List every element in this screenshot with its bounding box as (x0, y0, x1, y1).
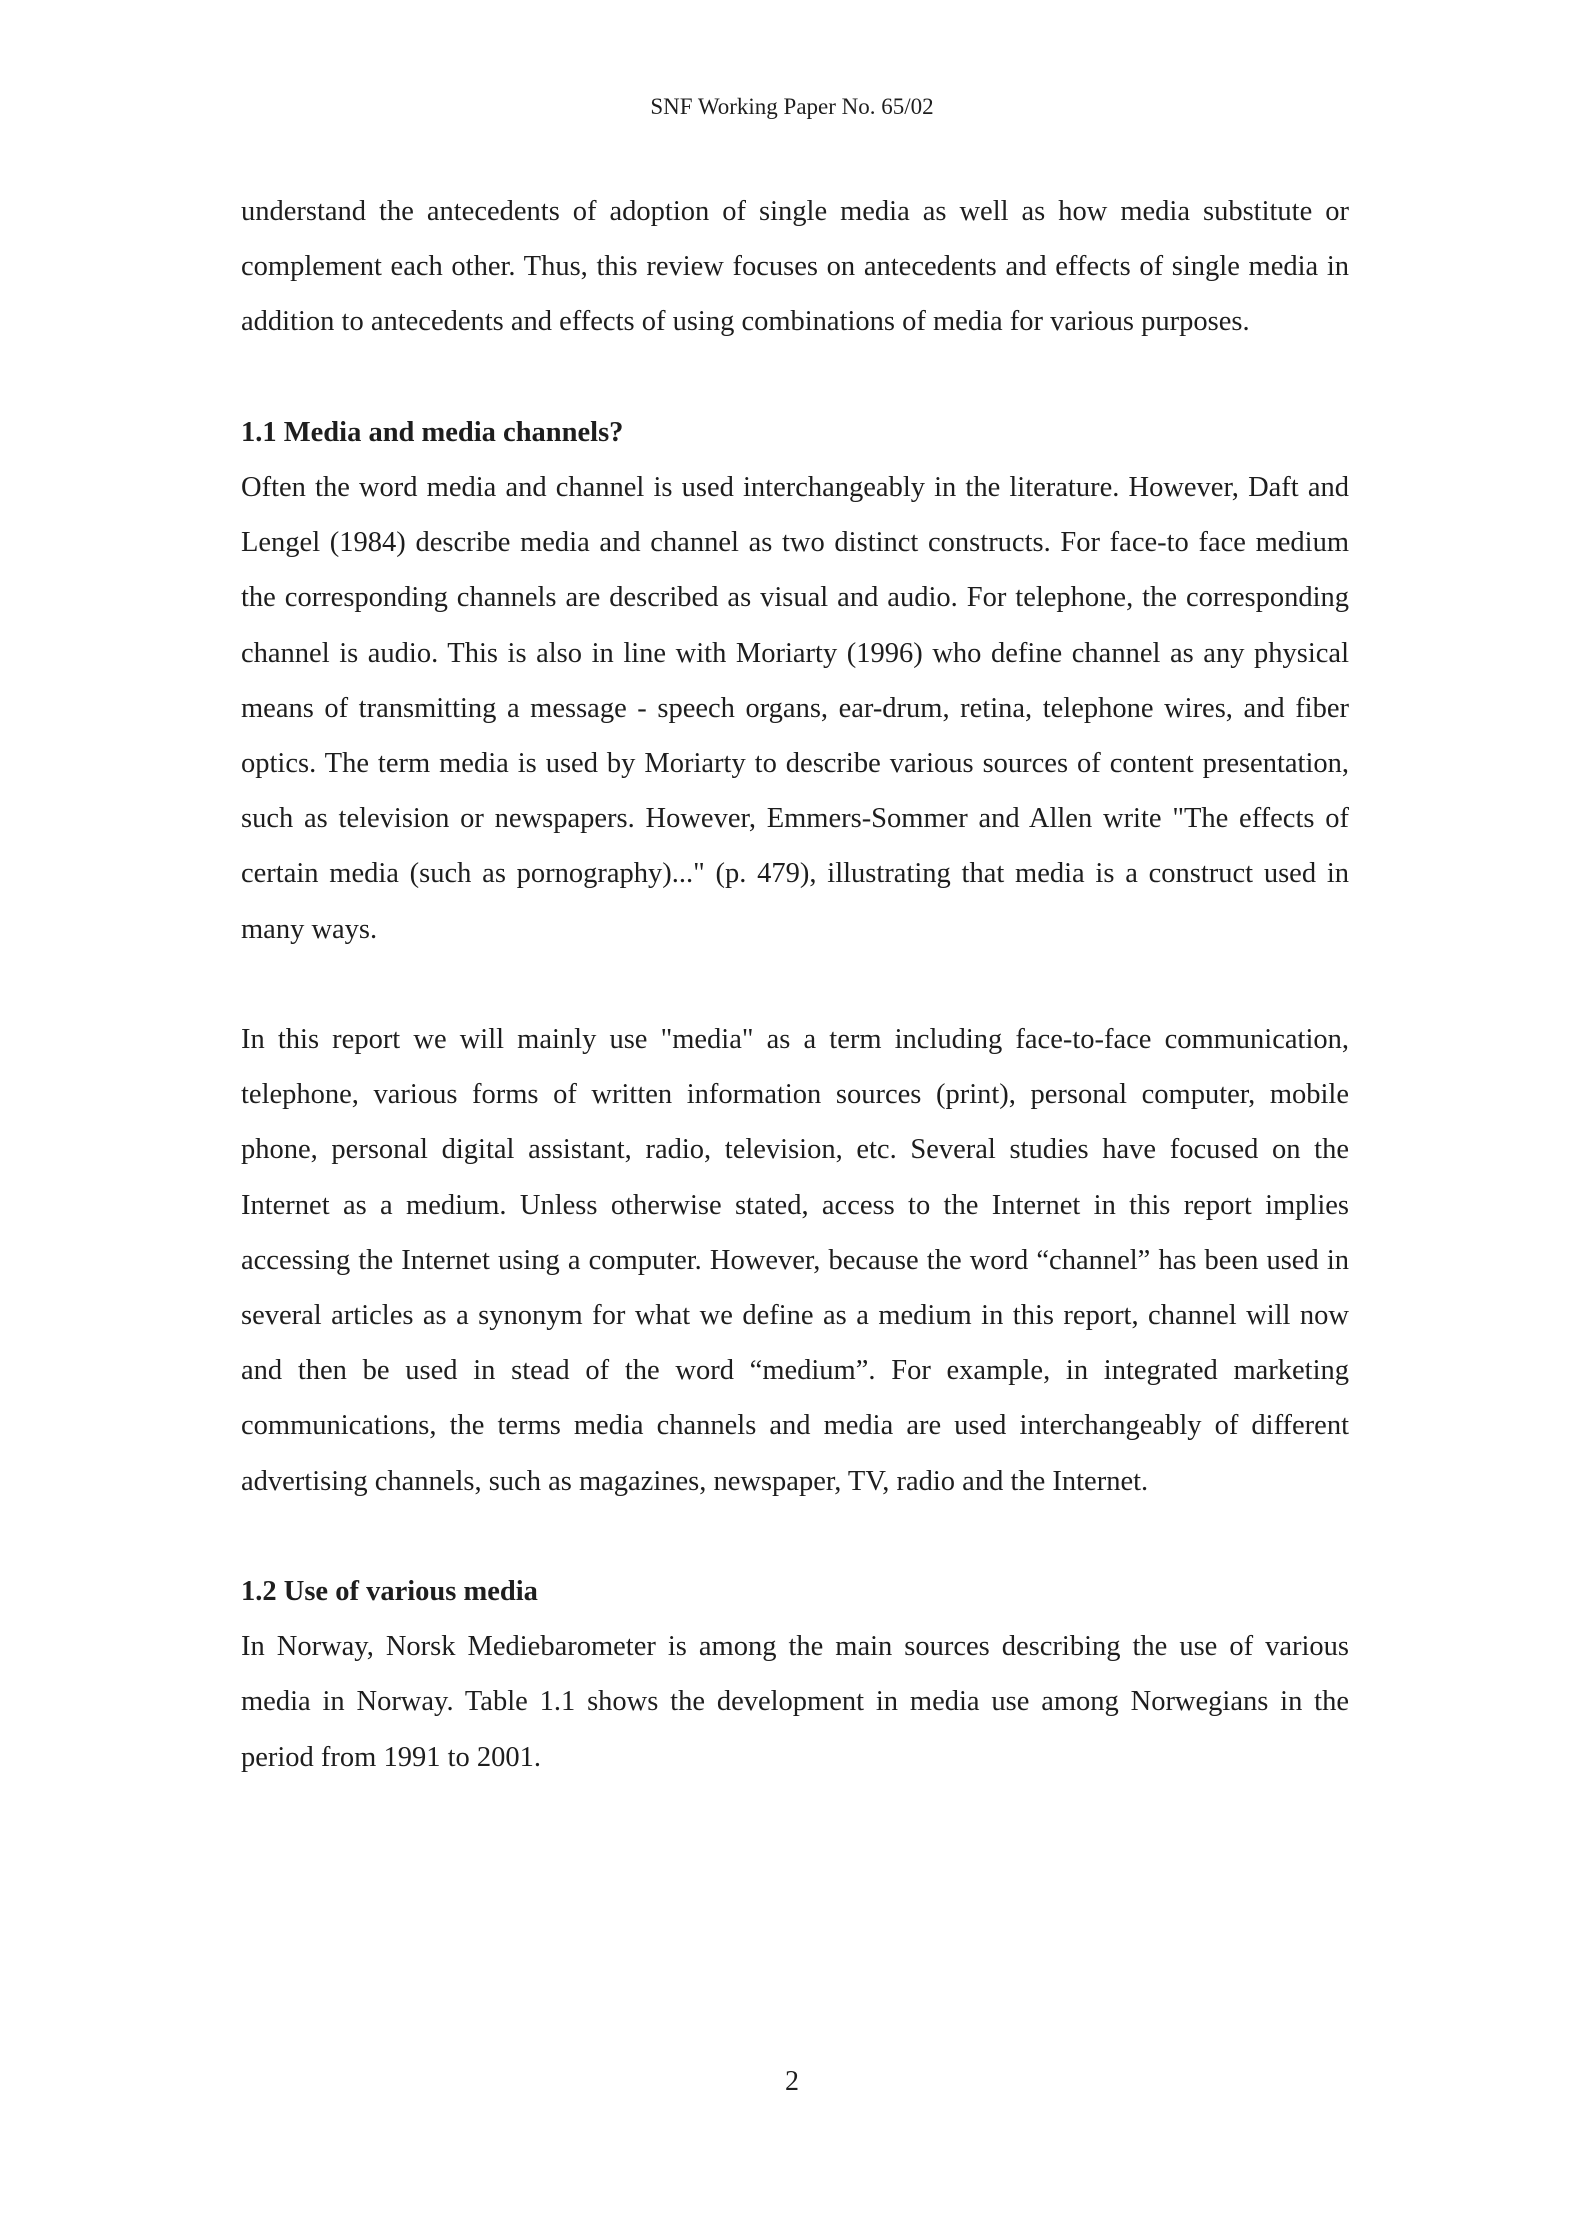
paragraph-spacer (241, 1509, 1349, 1564)
section-1-2-paragraph-1: In Norway, Norsk Mediebarometer is among the main sources describing the use of various media in Norway. Table 1.1 shows the development in media use among Norwegians in the period from 1991 to 2001. (241, 1631, 1349, 1773)
running-header: SNF Working Paper No. 65/02 (650, 94, 934, 119)
section-1-1-paragraph-2: In this report we will mainly use "media" as a term including face-to-face communication, telephone, various forms of written information sources (print), personal computer, mobile phone, personal digital assistant, radio, television, etc. Several studies have focused on the Internet as a medium. Unless otherwise stated, access to the Internet in this report implies accessing the Internet using a computer. However, because the word “channel” has been used in several articles as a synonym for what we define as a medium in this report, channel will now and then be used in stead of the word “medium”. For example, in integrated marketing communications, the terms media channels and media are used interchangeably of different advertising channels, such as magazines, newspaper, TV, radio and the Internet. (241, 1024, 1349, 1497)
page-content (241, 184, 1349, 1785)
page-number: 2 (785, 2066, 799, 2097)
paragraph-spacer (241, 957, 1349, 1012)
section-heading-1-2: 1.2 Use of various media (241, 1576, 538, 1608)
section-heading-1-1: 1.1 Media and media channels? (241, 416, 624, 448)
intro-paragraph: understand the antecedents of adoption of single media as well as how media substitute or complement each other. Thus, this review focuses on antecedents and effects of single media in addition to antecedents and effects of using combinations of media for various purposes. (241, 196, 1349, 338)
paragraph-spacer (241, 350, 1349, 405)
section-1-1-paragraph-1: Often the word media and channel is used interchangeably in the literature. However, Daft and Lengel (1984) describe media and channel as two distinct constructs. For face-to face medium the corresponding channels are described as visual and audio. For telephone, the corresponding channel is audio. This is also in line with Moriarty (1996) who define channel as any physical means of transmitting a message - speech organs, ear-drum, retina, telephone wires, and fiber optics. The term media is used by Moriarty to describe various sources of content presentation, such as television or newspapers. However, Emmers-Sommer and Allen write "The effects of certain media (such as pornography)..." (p. 479), illustrating that media is a construct used in many ways. (241, 472, 1349, 945)
